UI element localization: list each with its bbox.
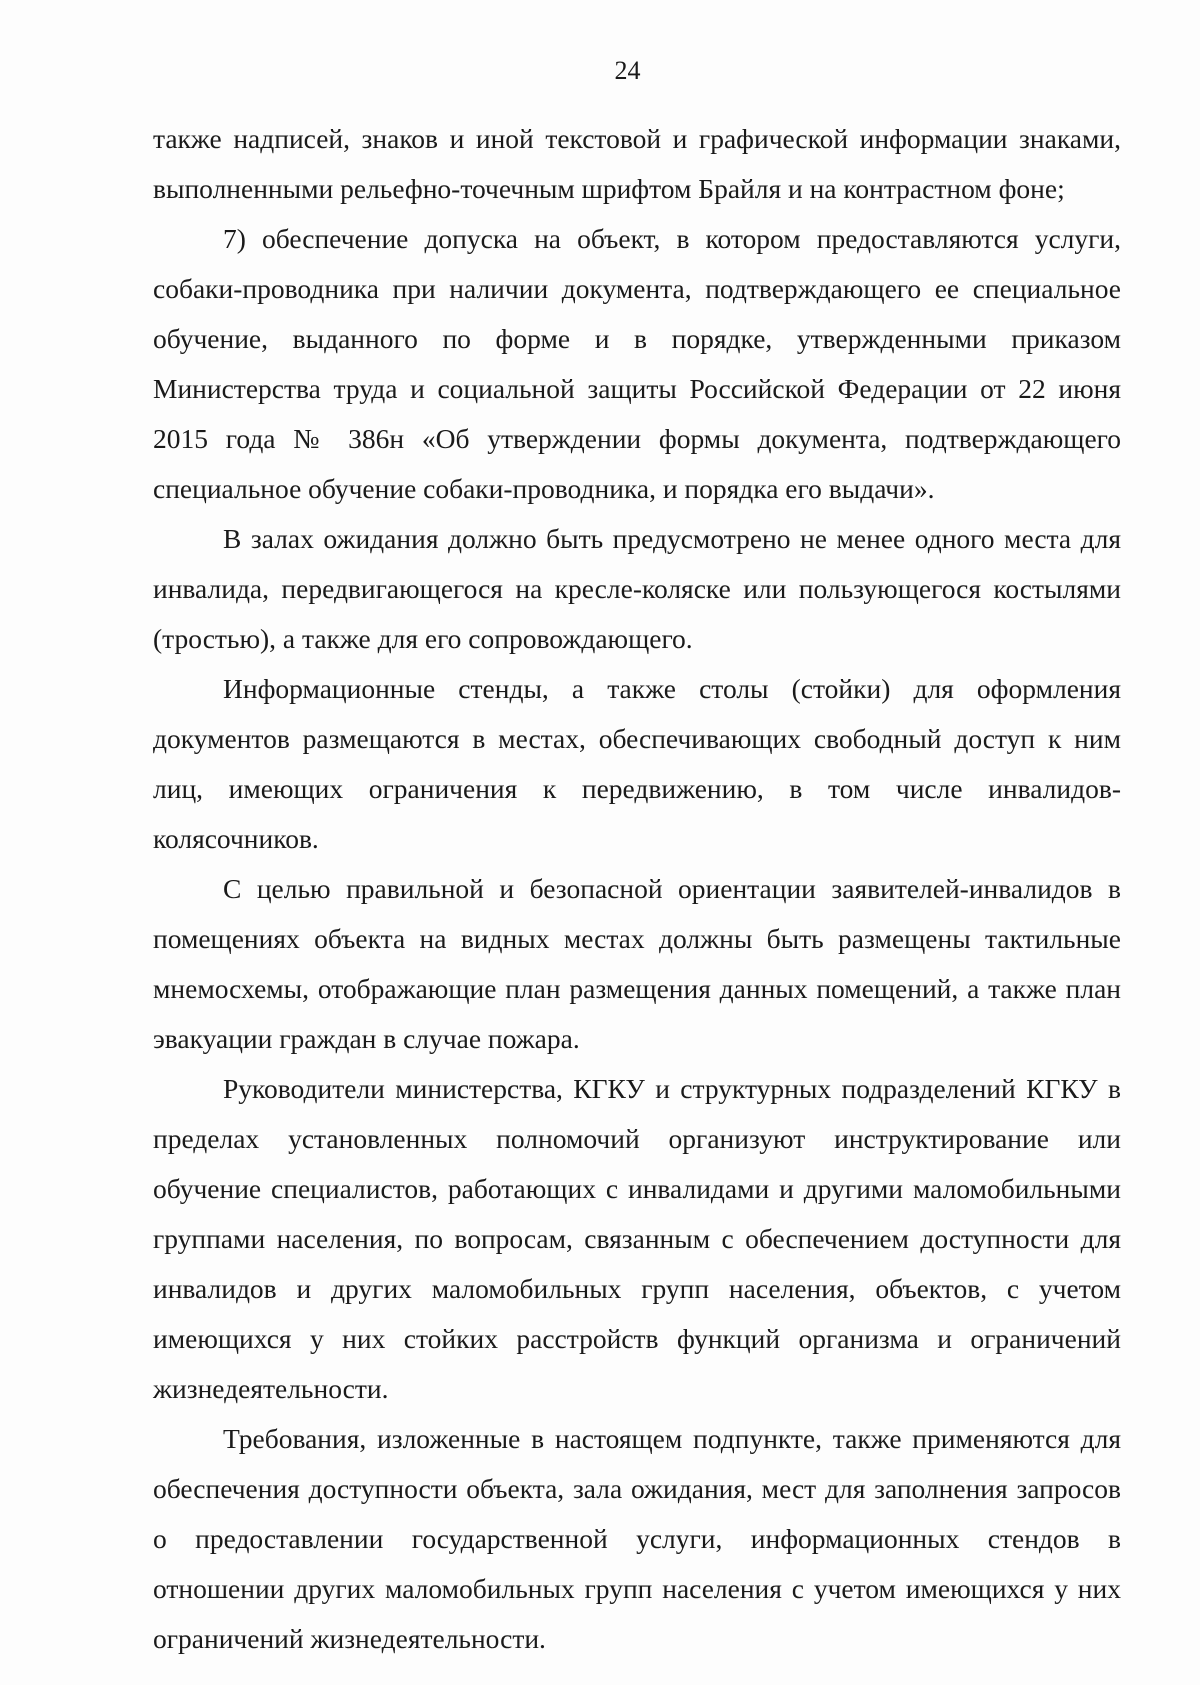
paragraph-guide-dog-access: 7) обеспечение допуска на объект, в котором предоставляются услуги, собаки-проводника при наличии документа, подтверждающего ее специальное обучение, выданного по форме и в порядке, утвержденными приказом Министерства труда и социальной защиты Российской Федерации от 22 июня 2015 года № 386н «Об утверждении формы документа, подтверждающего специальное обучение собаки-проводника, и порядка его выдачи». (153, 223, 1121, 504)
paragraph-information-stands: Информационные стенды, а также столы (стойки) для оформления документов размещаются в местах, обеспечивающих свободный доступ к ним лиц, имеющих ограничения к передвижению, в том числе инвалидов-колясочников. (153, 673, 1121, 854)
paragraph-waiting-halls: В залах ожидания должно быть предусмотрено не менее одного места для инвалида, передвигающегося на кресле-коляске или пользующегося костылями (тростью), а также для его сопровождающего. (153, 523, 1121, 654)
paragraph-requirements-scope: Требования, изложенные в настоящем подпункте, также применяются для обеспечения доступности объекта, зала ожидания, мест для заполнения запросов о предоставлении государственной услуги, информационных стендов в отношении других маломобильных групп населения с учетом имеющихся у них ограничений жизнедеятельности. (153, 1423, 1121, 1654)
paragraph-tactile-schemes: С целью правильной и безопасной ориентации заявителей-инвалидов в помещениях объекта на видных местах должны быть размещены тактильные мнемосхемы, отображающие план размещения данных помещений, а также план эвакуации граждан в случае пожара. (153, 873, 1121, 1054)
page-number: 24 (614, 56, 641, 85)
document-body (153, 114, 1121, 1664)
paragraph-braille-info: также надписей, знаков и иной текстовой и графической информации знаками, выполненными рельефно-точечным шрифтом Брайля и на контрастном фоне; (153, 123, 1121, 204)
paragraph-staff-training: Руководители министерства, КГКУ и структурных подразделений КГКУ в пределах установленных полномочий организуют инструктирование или обучение специалистов, работающих с инвалидами и другими маломобильными группами населения, по вопросам, связанным с обеспечением доступности для инвалидов и других маломобильных групп населения, объектов, с учетом имеющихся у них стойких расстройств функций организма и ограничений жизнедеятельности. (153, 1073, 1121, 1404)
